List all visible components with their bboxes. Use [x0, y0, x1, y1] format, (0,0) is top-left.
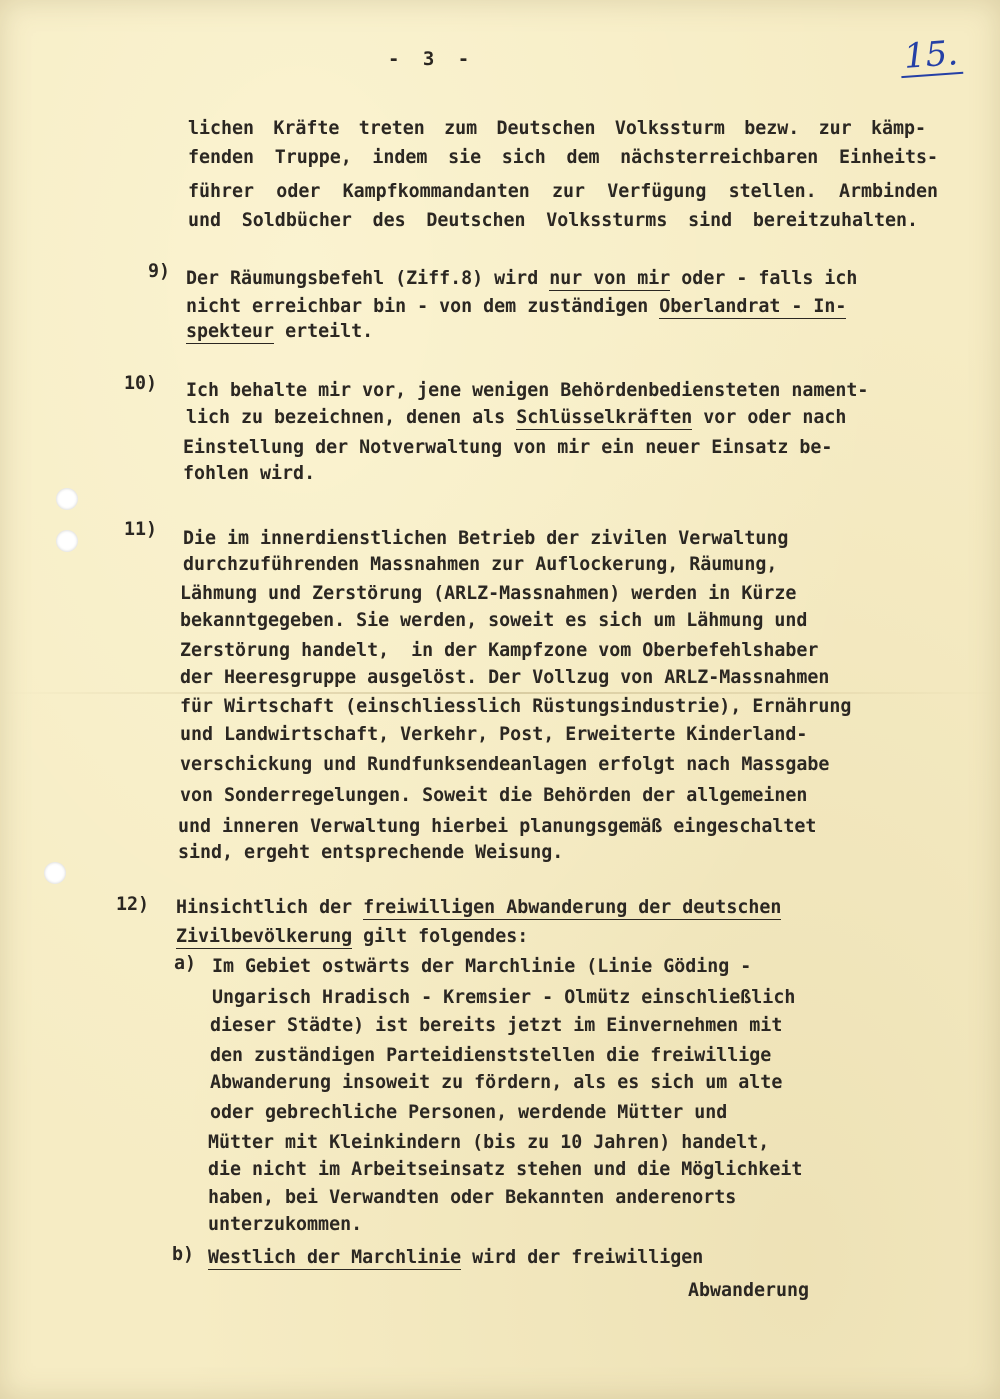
- text-line: [186, 295, 846, 319]
- underlined-text: Westlich der Marchlinie: [208, 1247, 462, 1268]
- text-line: und inneren Verwaltung hierbei planungsgemäß eingeschaltet: [178, 816, 817, 837]
- text-line: lichen Kräfte treten zum Deutschen Volkssturm bezw. zur kämp-: [188, 118, 926, 139]
- text-line: die nicht im Arbeitseinsatz stehen und die Möglichkeit: [208, 1159, 803, 1180]
- text-line: [208, 1246, 703, 1270]
- text-line: fohlen wird.: [183, 463, 316, 484]
- text-line: Abwanderung insoweit zu fördern, als es sich um alte: [210, 1072, 783, 1093]
- text-line: führer oder Kampfkommandanten zur Verfügung stellen. Armbinden: [188, 181, 938, 202]
- subitem-a-label: a): [174, 953, 197, 974]
- item-number: 10): [124, 373, 158, 394]
- text-segment: nicht erreichbar bin - von dem zuständigen: [186, 296, 660, 317]
- text-line: sind, ergeht entsprechende Weisung.: [178, 842, 564, 863]
- punch-hole-top: [56, 488, 78, 510]
- text-line: [176, 896, 781, 920]
- underlined-text: Schlüsselkräften: [516, 407, 693, 428]
- paper-fold: [0, 692, 1000, 694]
- underlined-text: spekteur: [186, 321, 275, 342]
- text-line: haben, bei Verwandten oder Bekannten anderenorts: [208, 1187, 737, 1208]
- text-line: Ungarisch Hradisch - Kremsier - Olmütz einschließlich: [212, 987, 796, 1008]
- text-line: von Sonderregelungen. Soweit die Behörden der allgemeinen: [180, 785, 808, 806]
- text-line: den zuständigen Parteidienststellen die freiwillige: [210, 1045, 772, 1066]
- item-number: 12): [116, 894, 150, 915]
- punch-hole-bottom: [44, 862, 66, 884]
- text-segment: erteilt.: [274, 321, 374, 342]
- text-line: bekanntgegeben. Sie werden, soweit es sich um Lähmung und: [180, 610, 808, 631]
- text-line: Zerstörung handelt, in der Kampfzone vom Oberbefehlshaber: [180, 640, 819, 661]
- text-line: [186, 406, 846, 430]
- text-segment: oder - falls ich: [670, 268, 858, 289]
- subitem-b-label: b): [172, 1244, 195, 1265]
- text-segment: Hinsichtlich der: [176, 897, 364, 918]
- text-line: oder gebrechliche Personen, werdende Mütter und: [210, 1102, 728, 1123]
- page-number: - 3 -: [388, 48, 476, 70]
- text-line: verschickung und Rundfunksendeanlagen erfolgt nach Massgabe: [180, 754, 830, 775]
- underlined-text: Oberlandrat - In-: [659, 296, 847, 317]
- underlined-text: Zivilbevölkerung: [176, 926, 353, 947]
- text-segment: Der Räumungsbefehl (Ziff.8) wird: [186, 268, 550, 289]
- archive-folio-number: 15.: [899, 34, 964, 78]
- underlined-text: nur von mir: [549, 268, 671, 289]
- text-line: durchzuführenden Massnahmen zur Auflockerung, Räumung,: [183, 554, 778, 575]
- text-line: [176, 925, 528, 949]
- text-line: Mütter mit Kleinkindern (bis zu 10 Jahren) handelt,: [208, 1132, 770, 1153]
- text-line: der Heeresgruppe ausgelöst. Der Vollzug von ARLZ-Massnahmen: [180, 667, 830, 688]
- text-line: [186, 267, 857, 291]
- text-line: Im Gebiet ostwärts der Marchlinie (Linie Göding -: [212, 956, 752, 977]
- text-line: fenden Truppe, indem sie sich dem nächsterreichbaren Einheits-: [188, 147, 938, 168]
- text-segment: lich zu bezeichnen, denen als: [186, 407, 517, 428]
- punch-hole-middle: [56, 530, 78, 552]
- text-line: und Landwirtschaft, Verkehr, Post, Erweiterte Kinderland-: [180, 724, 808, 745]
- text-line: [186, 320, 373, 344]
- text-line: Einstellung der Notverwaltung von mir ein neuer Einsatz be-: [183, 437, 833, 458]
- item-number: 9): [148, 261, 171, 282]
- text-line: Ich behalte mir vor, jene wenigen Behördenbediensteten nament-: [186, 380, 869, 401]
- text-segment: gilt folgendes:: [352, 926, 529, 947]
- text-line: Lähmung und Zerstörung (ARLZ-Massnahmen) werden in Kürze: [180, 583, 797, 604]
- text-line: für Wirtschaft (einschliesslich Rüstungsindustrie), Ernährung: [180, 696, 852, 717]
- text-line: Die im innerdienstlichen Betrieb der zivilen Verwaltung: [183, 528, 789, 549]
- text-line: unterzukommen.: [208, 1214, 363, 1235]
- underlined-text: freiwilligen Abwanderung der deutschen: [363, 897, 782, 918]
- text-segment: wird der freiwilligen: [461, 1247, 704, 1268]
- text-line: und Soldbücher des Deutschen Volkssturms sind bereitzuhalten.: [188, 210, 918, 231]
- item-number: 11): [124, 519, 158, 540]
- text-segment: vor oder nach: [692, 407, 847, 428]
- catchword: Abwanderung: [688, 1280, 810, 1301]
- text-line: dieser Städte) ist bereits jetzt im Einvernehmen mit: [210, 1015, 783, 1036]
